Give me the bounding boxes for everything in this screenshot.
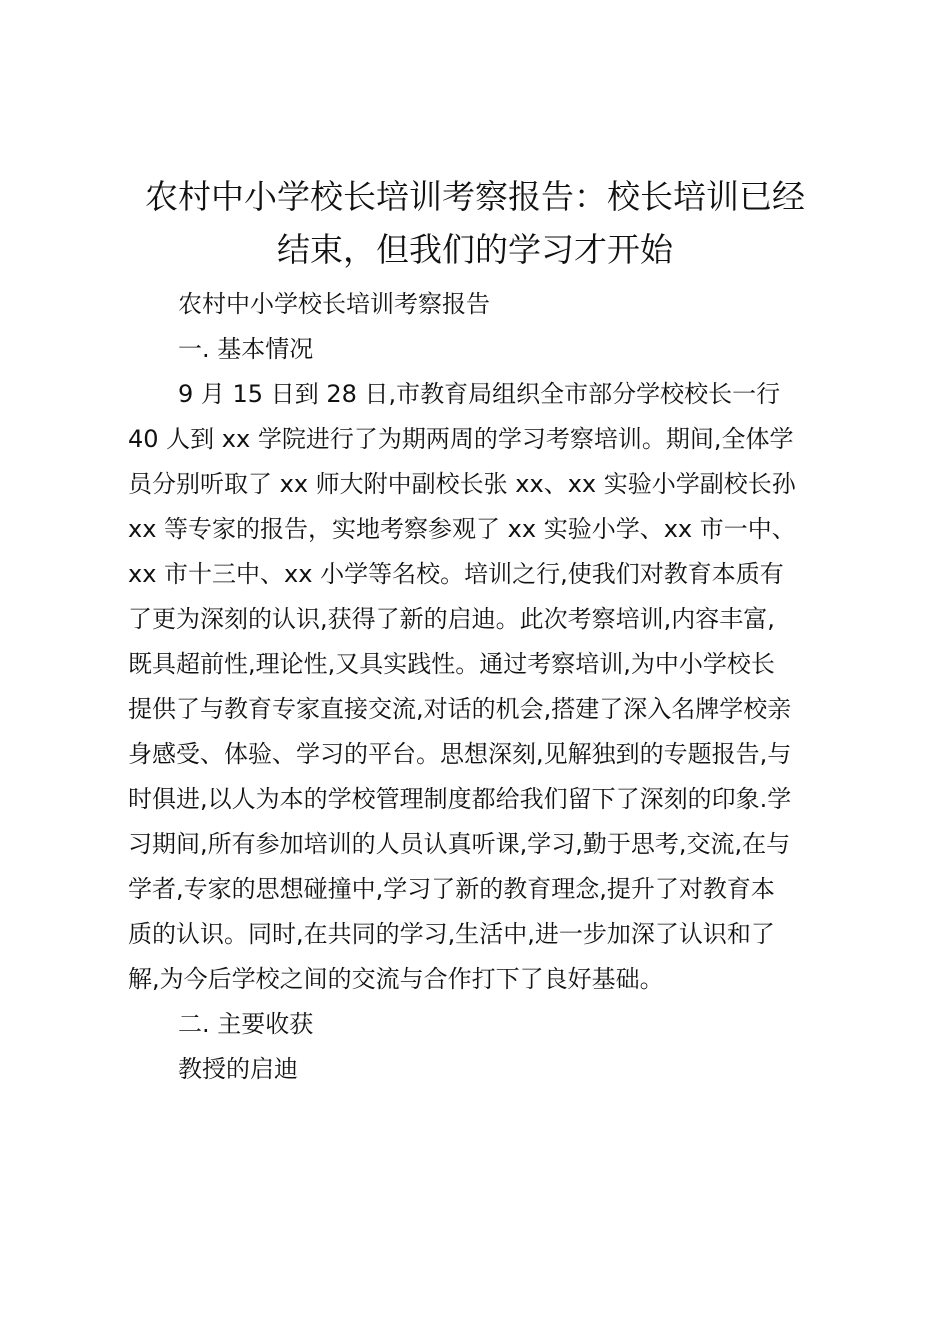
title-line-1: 农村中小学校长培训考察报告：校长培训已经 xyxy=(145,177,805,216)
section-heading-basic-situation: 一. 基本情况 xyxy=(178,335,314,363)
paragraph-line: 员分别听取了 xx 师大附中副校长张 xx、xx 实验小学副校长孙 xyxy=(128,470,796,498)
paragraph-line: 9 月 15 日到 28 日,市教育局组织全市部分学校校长一行 xyxy=(178,380,781,408)
paragraph-line: 提供了与教育专家直接交流,对话的机会,搭建了深入名牌学校亲 xyxy=(128,695,792,723)
paragraph-line: 学者,专家的思想碰撞中,学习了新的教育理念,提升了对教育本 xyxy=(128,875,775,903)
document-title xyxy=(100,170,850,276)
subsection-heading-professor-inspiration: 教授的启迪 xyxy=(178,1055,298,1083)
paragraph-line: xx 市十三中、xx 小学等名校。培训之行,使我们对教育本质有 xyxy=(128,560,784,588)
title-line-2: 结束，但我们的学习才开始 xyxy=(277,230,673,269)
paragraph-line: 解,为今后学校之间的交流与合作打下了良好基础。 xyxy=(128,965,664,993)
document-body xyxy=(128,282,828,1092)
paragraph-line: 身感受、体验、学习的平台。思想深刻,见解独到的专题报告,与 xyxy=(128,740,792,768)
section-heading-main-gains: 二. 主要收获 xyxy=(178,1010,314,1038)
paragraph-line: 既具超前性,理论性,又具实践性。通过考察培训,为中小学校长 xyxy=(128,650,775,678)
paragraph-basic-situation xyxy=(128,372,828,1002)
paragraph-line: xx 等专家的报告，实地考察参观了 xx 实验小学、xx 市一中、 xyxy=(128,515,796,543)
paragraph-line: 习期间,所有参加培训的人员认真听课,学习,勤于思考,交流,在与 xyxy=(128,830,791,858)
paragraph-line: 时俱进,以人为本的学校管理制度都给我们留下了深刻的印象.学 xyxy=(128,785,792,813)
paragraph-line: 40 人到 xx 学院进行了为期两周的学习考察培训。期间,全体学 xyxy=(128,425,794,453)
paragraph-line: 质的认识。同时,在共同的学习,生活中,进一步加深了认识和了 xyxy=(128,920,775,948)
document-subtitle: 农村中小学校长培训考察报告 xyxy=(178,290,490,318)
paragraph-line: 了更为深刻的认识,获得了新的启迪。此次考察培训,内容丰富, xyxy=(128,605,775,633)
